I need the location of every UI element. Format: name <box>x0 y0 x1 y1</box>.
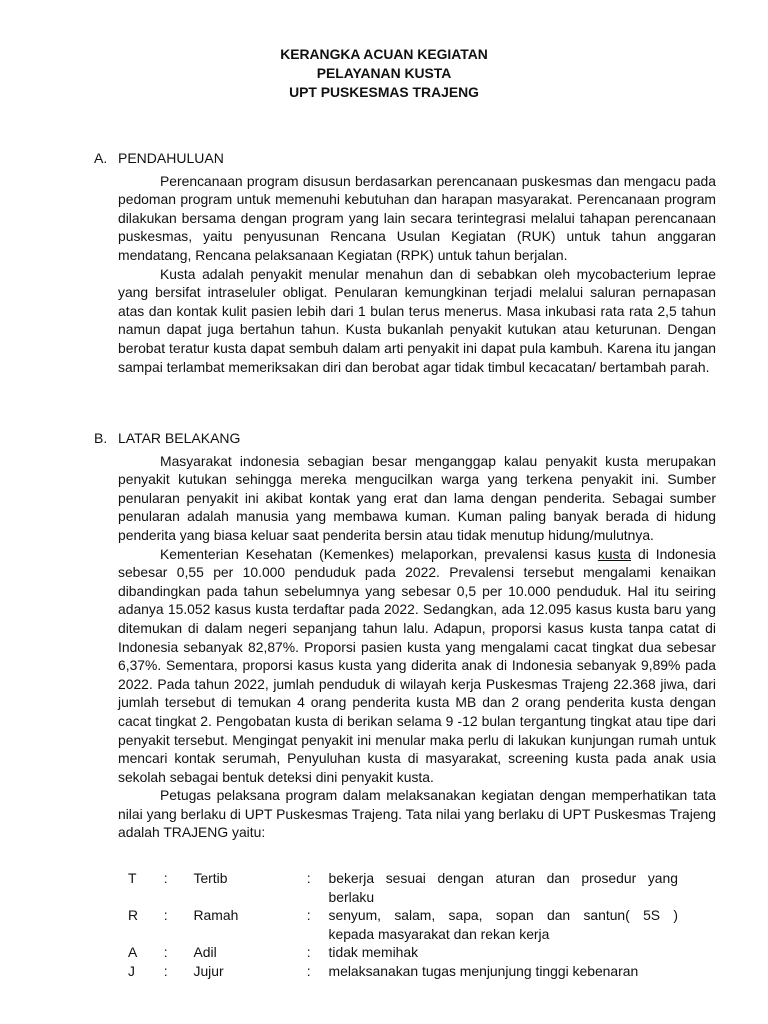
value-word: Adil <box>193 944 217 961</box>
value-key: T <box>128 870 137 886</box>
colon: : <box>163 907 168 924</box>
colon: : <box>306 944 311 961</box>
value-description <box>329 906 678 943</box>
colon: : <box>306 962 311 979</box>
section-title: LATAR BELAKANG <box>118 430 241 446</box>
colon: : <box>306 907 311 924</box>
colon: : <box>306 870 311 886</box>
value-key: A <box>128 944 138 961</box>
description-line: senyum, salam, sapa, sopan dan santun( 5S ) <box>328 907 678 924</box>
kusta-link[interactable]: kusta <box>597 545 632 562</box>
section-title: PENDAHULUAN <box>118 150 224 166</box>
section-heading <box>94 149 716 168</box>
value-key: R <box>128 907 139 924</box>
value-word: Jujur <box>193 962 224 979</box>
colon: : <box>163 944 168 961</box>
description-line: kepada masyarakat dan rekan kerja <box>328 925 550 942</box>
value-key: J <box>128 962 135 979</box>
paragraph: Perencanaan program disusun berdasarkan perencanaan puskesmas dan mengacu pada pedoman program untuk memenuhi kebutuhan dan harapan masyarakat. Perencanaan program dilakukan bersama dengan program yang lain secara terintegrasi melalui tahapan perencanaan puskesmas, yaitu penyusunan Rencana Usulan Kegiatan (RUK) untuk tahun anggaran mendatang, Rencana pelaksanaan Kegiatan (RPK) untuk tahun berjalan. <box>118 172 716 263</box>
value-description <box>329 943 678 962</box>
section-heading <box>94 429 716 448</box>
section-letter: B. <box>94 430 108 446</box>
description-line: melaksanakan tugas menjunjung tinggi kebenaran <box>328 962 639 979</box>
section-body <box>118 452 716 842</box>
paragraph: Kusta adalah penyakit menular menahun dan di sebabkan oleh mycobacterium leprae yang bersifat intraseluler obligat. Penularan kemungkinan terjadi melalui saluran pernapasan atas dan kontak kulit pasien lebih dari 1 bulan terus menerus. Masa inkubasi rata rata 2,5 tahun namun dapat juga bertahun tahun. Kusta bukanlah penyakit kutukan atau keturunan. Dengan berobat teratur kusta dapat sembuh dalam arti penyakit ini dapat pula kambuh. Karena itu jangan sampai terlambat memeriksakan diri dan berobat agar tidak timbul kecacatan/ bertambah parah. <box>118 265 716 375</box>
values-list <box>118 869 678 981</box>
value-description <box>329 962 678 981</box>
document-title <box>0 45 768 102</box>
title-line-2: PELAYANAN KUSTA <box>316 65 452 81</box>
colon: : <box>163 962 168 979</box>
paragraph-text: di Indonesia sebesar 0,55 per 10.000 penduduk pada 2022. Prevalensi tersebut mengalami kenaikan dibandingkan pada tahun sebelumnya yang sebesar 0,5 per 10.000 penduduk. Hal itu seiring adanya 15.052 kasus kusta terdaftar pada 2022. Sedangkan, ada 12.095 kasus kusta baru yang ditemukan di dalam negeri sepanjang tahun lalu. Adapun, proporsi kasus kusta tanpa catat di Indonesia sebanyak 82,87%. Proporsi pasien kusta yang mengalami cacat tingkat dua sebesar 6,37%. Sementara, proporsi kasus kusta yang diderita anak di Indonesia sebanyak 9,89% pada 2022. Pada tahun 2022, jumlah penduduk di wilayah kerja Puskesmas Trajeng 22.368 jiwa, dari jumlah tersebut di temukan 4 orang penderita kusta MB dan 2 orang penderita kusta dengan cacat tingkat 2. Pengobatan kusta di berikan selama 9 -12 bulan tergantung tingkat atau tipe dari penyakit tersebut. Mengingat penyakit ini menular maka perlu di lakukan kunjungan rumah untuk mencari kontak serumah, Penyuluhan kusta di masyarakat, screening kusta pada anak usia sekolah sebagai bentuk deteksi dini penyakit kusta. <box>118 545 716 785</box>
paragraph: Petugas pelaksana program dalam melaksanakan kegiatan dengan memperhatikan tata nilai yang berlaku di UPT Puskesmas Trajeng. Tata nilai yang berlaku di UPT Puskesmas Trajeng adalah TRAJENG yaitu: <box>118 787 716 841</box>
value-word: Tertib <box>193 870 228 886</box>
value-row <box>118 869 678 906</box>
value-row <box>118 906 678 943</box>
description-line: tidak memihak <box>328 944 419 961</box>
title-line-3: UPT PUSKESMAS TRAJENG <box>289 84 479 100</box>
paragraph <box>118 545 716 787</box>
title-line-1: KERANGKA ACUAN KEGIATAN <box>280 46 488 62</box>
description-line: bekerja sesuai dengan aturan dan prosedur yang <box>328 870 678 886</box>
paragraph-text: Kementerian Kesehatan (Kemenkes) melaporkan, prevalensi kasus <box>160 545 591 562</box>
section-latar-belakang <box>94 429 716 842</box>
section-pendahuluan <box>94 149 716 376</box>
section-letter: A. <box>94 150 108 166</box>
value-row <box>118 962 678 981</box>
colon: : <box>163 870 168 886</box>
value-description <box>329 869 678 906</box>
paragraph: Masyarakat indonesia sebagian besar menganggap kalau penyakit kusta merupakan penyakit kutukan sehingga mereka mengucilkan warga yang terkena penyakit ini. Sumber penularan penyakit ini akibat kontak yang erat dan lama dengan penderita. Sebagai sumber penularan adalah manusia yang membawa kuman. Kuman paling banyak berada di hidung penderita yang biasa keluar saat penderita bersin atau tidak menutup hidung/mulutnya. <box>118 452 716 543</box>
section-body <box>118 172 716 377</box>
description-line: berlaku <box>328 888 375 905</box>
value-word: Ramah <box>193 907 239 924</box>
value-row <box>118 943 678 962</box>
